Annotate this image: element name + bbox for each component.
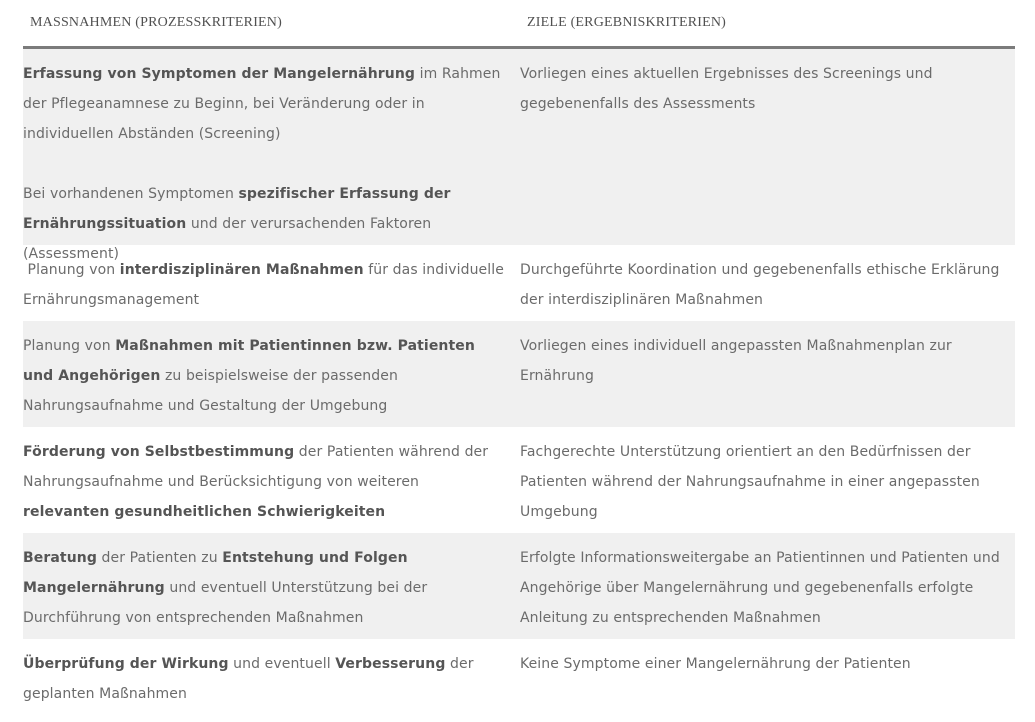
measure-text (23, 437, 508, 527)
measure-text (23, 59, 508, 149)
measure-cell (23, 649, 508, 709)
table-row (23, 427, 1015, 533)
goal-cell (520, 543, 1000, 633)
table-row (23, 321, 1015, 427)
measure-bold: spezifischer Erfassung der Ernährungssituation (23, 186, 451, 232)
measure-plain: für das individuelle Ernährungsmanagement (23, 262, 504, 308)
measure-plain: und der verursachenden Faktoren (Assessment) (23, 216, 432, 262)
measure-plain: der Patienten während der Nahrungsaufnahme und Berücksichtigung von weiteren (23, 444, 489, 490)
goal-text: Vorliegen eines individuell angepassten Maßnahmenplan zur Ernährung (520, 338, 952, 384)
measure-bold: Maßnahmen mit Patientinnen bzw. Patienten und Angehörigen (23, 338, 475, 384)
measure-plain: Planung von (23, 338, 116, 354)
measure-plain: zu beispielsweise der passenden Nahrungsaufnahme und Gestaltung der Umgebung (23, 368, 398, 414)
measure-text (23, 331, 508, 421)
measure-text (23, 255, 508, 315)
goal-cell (520, 255, 1000, 315)
measure-cell (23, 543, 508, 633)
measure-bold: relevanten gesundheitlichen Schwierigkeiten (23, 504, 386, 520)
header-goals: ZIELE (ERGEBNISKRITERIEN) (527, 15, 727, 30)
measure-plain: Planung von (23, 262, 120, 278)
measure-cell (23, 59, 508, 269)
goal-cell (520, 649, 1000, 679)
measure-plain: der Patienten zu (96, 550, 223, 566)
measure-bold: Überprüfung der Wirkung (23, 656, 229, 672)
goal-cell (520, 59, 1000, 119)
table-row (23, 245, 1015, 321)
goal-cell (520, 331, 1000, 391)
goal-text: Keine Symptome einer Mangelernährung der Patienten (520, 656, 911, 672)
goal-text: Durchgeführte Koordination und gegebenenfalls ethische Erklärung der interdisziplinären Maßnahmen (520, 262, 1000, 308)
measure-bold: interdisziplinären Maßnahmen (119, 262, 364, 278)
measure-bold: Entstehung und Folgen Mangelernährung (23, 550, 408, 596)
measure-bold: Beratung (23, 550, 97, 566)
measure-plain: Bei vorhandenen Symptomen (23, 186, 239, 202)
measure-cell (23, 437, 508, 527)
measure-plain: der geplanten Maßnahmen (23, 656, 474, 702)
measure-bold: Förderung von Selbstbestimmung (23, 444, 295, 460)
measure-cell (23, 331, 508, 421)
measure-bold: Verbesserung (335, 656, 446, 672)
measure-text (23, 543, 508, 633)
table-row (23, 49, 1015, 262)
goal-text: Fachgerechte Unterstützung orientiert an den Bedürfnissen der Patienten während der Nahrungsaufnahme in einer angepassten Umgebung (520, 444, 980, 520)
measure-plain: im Rahmen der Pflegeanamnese zu Beginn, bei Veränderung oder in individuellen Abständen (Screening) (23, 66, 501, 142)
table-header (23, 0, 1015, 49)
measure-cell (23, 255, 508, 315)
header-measures: MASSNAHMEN (PROZESSKRITERIEN) (30, 15, 282, 30)
measure-plain: und eventuell (228, 656, 336, 672)
goal-text: Vorliegen eines aktuellen Ergebnisses des Screenings und gegebenenfalls des Assessments (520, 66, 933, 112)
table-row (23, 639, 1015, 722)
measure-text (23, 649, 508, 709)
goal-text: Erfolgte Informationsweitergabe an Patientinnen und Patienten und Angehörige über Mangelernährung und gegebenenfalls erfolgte Anleitung zu entsprechenden Maßnahmen (520, 550, 1000, 626)
criteria-table (23, 0, 1015, 722)
table-row (23, 533, 1015, 639)
measure-bold: Erfassung von Symptomen der Mangelernährung (23, 66, 416, 82)
goal-cell (520, 437, 1000, 527)
measure-plain: und eventuell Unterstützung bei der Durchführung von entsprechenden Maßnahmen (23, 580, 428, 626)
